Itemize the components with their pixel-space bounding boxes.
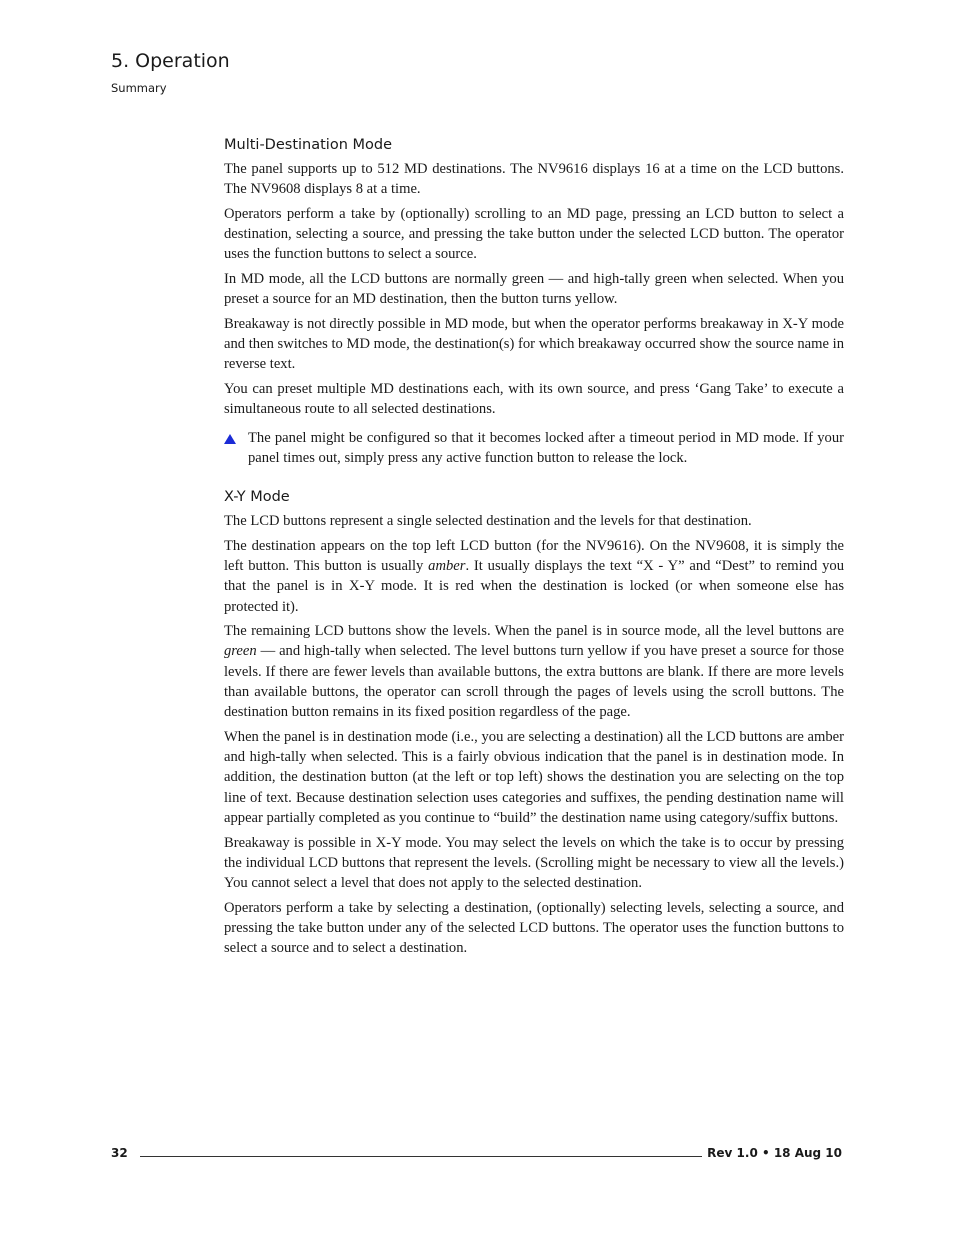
xy-mode-heading: X-Y Mode <box>224 489 290 506</box>
section-subtitle: Summary <box>111 81 167 95</box>
xy-p3-text-b: — and high-tally when selected. The level buttons turn yellow if you have preset a source for those levels. If there are fewer levels than available buttons, the extra buttons are blank. If there are more levels than available buttons, the operator can scroll through the pages of levels using the scroll buttons. The destination button remains in its fixed position regardless of the page. <box>224 643 844 721</box>
chapter-title: 5. Operation <box>111 50 230 72</box>
xy-paragraph-2 <box>224 536 844 617</box>
footer-divider <box>140 1156 702 1157</box>
note-text: The panel might be configured so that it becomes locked after a timeout period in MD mode. If your panel times out, simply press any active function button to release the lock. <box>248 430 844 466</box>
revision-label: Rev 1.0 • 18 Aug 10 <box>707 1146 842 1160</box>
xy-paragraph-5: Breakaway is possible in X-Y mode. You may select the levels on which the take is to occur by pressing the individual LCD buttons that represent the levels. (Scrolling might be necessary to view all the levels.) You cannot select a level that does not apply to the selected destination. <box>224 834 844 892</box>
page-number: 32 <box>111 1146 128 1160</box>
warning-triangle-icon <box>224 434 236 444</box>
xy-paragraph-6: Operators perform a take by selecting a destination, (optionally) selecting levels, selecting a source, and pressing the take button under any of the selected LCD buttons. The operator uses the function buttons to select a source and to select a destination. <box>224 899 844 957</box>
md-paragraph-1: The panel supports up to 512 MD destinations. The NV9616 displays 16 at a time on the LCD buttons. The NV9608 displays 8 at a time. <box>224 161 844 198</box>
xy-paragraph-4: When the panel is in destination mode (i.e., you are selecting a destination) all the LCD buttons are amber and high-tally when selected. This is a fairly obvious indication that the panel is in destination mode. In addition, the destination button (at the left or top left) shows the destination you are selecting on the top line of text. Because destination selection uses categories and suffixes, the pending destination name will appear partially completed as you continue to “build” the destination name using category/suffix buttons. <box>224 728 844 827</box>
md-paragraph-3: In MD mode, all the LCD buttons are normally green — and high-tally green when selected. When you preset a source for an MD destination, then the button turns yellow. <box>224 270 844 308</box>
xy-p2-text-b: . It usually displays the text “X - Y” and “Dest” to remind you that the panel is in X-Y mode. It is red when the destination is locked (or when someone else has protected it). <box>224 558 845 615</box>
md-paragraph-5: You can preset multiple MD destinations each, with its own source, and press ‘Gang Take’ to execute a simultaneous route to all selected destinations. <box>224 380 844 418</box>
page-footer <box>111 1146 842 1164</box>
timeout-note <box>224 429 844 468</box>
amber-emphasis: amber <box>428 558 466 575</box>
xy-paragraph-1: The LCD buttons represent a single selected destination and the levels for that destination. <box>224 513 752 530</box>
md-paragraph-2: Operators perform a take by (optionally) scrolling to an MD page, pressing an LCD button to select a destination, selecting a source, and pressing the take button under the selected LCD button. The operator uses the function buttons to select a source. <box>224 205 844 263</box>
main-content <box>224 136 844 963</box>
md-mode-heading: Multi-Destination Mode <box>224 137 392 153</box>
md-paragraph-4: Breakaway is not directly possible in MD mode, but when the operator performs breakaway in X-Y mode and then switches to MD mode, the destination(s) for which breakaway occurred show the source name in reverse text. <box>224 315 844 373</box>
xy-paragraph-3 <box>224 621 844 722</box>
xy-p2-text-a: The destination appears on the top left LCD button (for the NV9616). On the NV9608, it is simply the left button. This button is usually <box>224 537 844 575</box>
green-emphasis: green <box>224 643 257 660</box>
xy-p3-text-a: The remaining LCD buttons show the levels. When the panel is in source mode, all the level buttons are <box>224 623 844 640</box>
